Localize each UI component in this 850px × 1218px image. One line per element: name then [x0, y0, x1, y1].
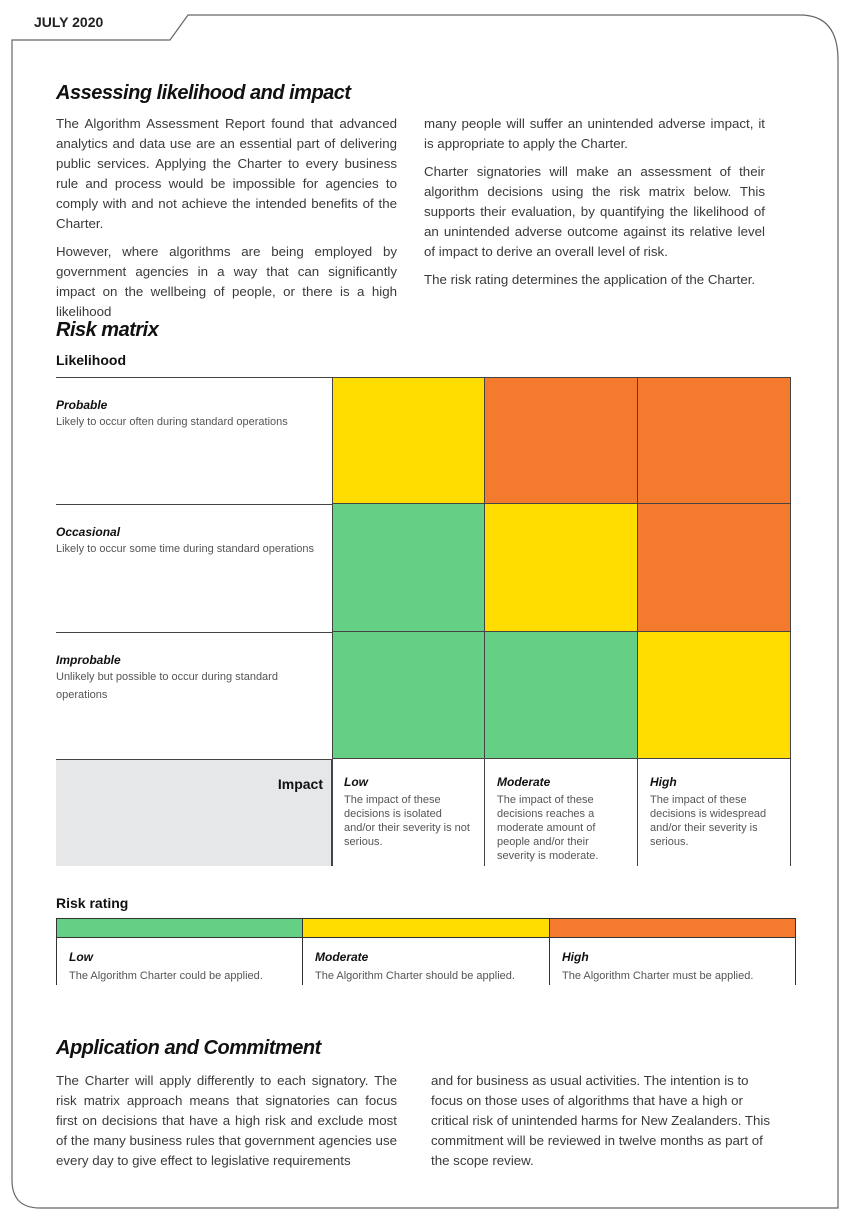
rating-desc: The Algorithm Charter must be applied. [562, 970, 754, 982]
rating-name: Moderate [315, 950, 369, 964]
row-name: Improbable [56, 653, 121, 667]
rating-name: High [562, 950, 589, 964]
paragraph: The Charter will apply differently to each signatory. The risk matrix approach means that signatories can focus first on decisions that have a high risk and exclude most of the many business rules that government agencies use every day to give effect to legislative requirements [56, 1073, 397, 1168]
impact-col-high [638, 759, 791, 866]
rating-color-bar [57, 918, 302, 938]
rating-moderate [302, 918, 550, 985]
row-label-occasional [56, 504, 332, 632]
paragraph: However, where algorithms are being employed by government agencies in a way that can significantly impact on the wellbeing of people, or there is a high likelihood [56, 244, 397, 319]
rating-high [549, 918, 796, 985]
matrix-cell-low [332, 632, 485, 759]
rating-low [56, 918, 303, 985]
header-date: JULY 2020 [34, 14, 104, 30]
col-desc: The impact of these decisions is isolated and/or their severity is not serious. [344, 794, 470, 848]
col-name: Moderate [497, 775, 551, 789]
col-desc: The impact of these decisions is widespread and/or their severity is serious. [650, 794, 767, 848]
rating-color-bar [550, 918, 795, 938]
likelihood-label: Likelihood [56, 352, 126, 368]
row-label-improbable [56, 632, 332, 759]
impact-label: Impact [277, 776, 323, 792]
section-title-application: Application and Commitment [56, 1037, 321, 1059]
impact-header-cell [56, 759, 332, 866]
matrix-cell-high [485, 377, 638, 504]
matrix-cell-high [638, 504, 791, 632]
matrix-cell-moderate [332, 377, 485, 504]
matrix-cell-low [332, 504, 485, 632]
section-title-risk-matrix: Risk matrix [56, 319, 159, 341]
impact-col-moderate [485, 759, 638, 866]
impact-col-low [332, 759, 485, 866]
paragraph: The Algorithm Assessment Report found that advanced analytics and data use are an essential part of delivering public services. Applying the Charter to every business rule and process would be impossible for agencies to comply with and not achieve the intended benefits of the Charter. [56, 116, 397, 231]
row-label-probable [56, 377, 332, 504]
section3-left-column [56, 1071, 397, 1179]
row-desc: Likely to occur some time during standard operations [56, 543, 315, 555]
divider [332, 759, 333, 866]
row-desc: Likely to occur often during standard operations [56, 416, 288, 428]
matrix-cell-low [485, 632, 638, 759]
rating-color-bar [303, 918, 549, 938]
rating-desc: The Algorithm Charter could be applied. [69, 970, 263, 982]
paragraph: Charter signatories will make an assessment of their algorithm decisions using the risk matrix below. This supports their evaluation, by quantifying the likelihood of an unintended adverse outcome against its relative level of impact to derive an overall level of risk. [424, 164, 765, 259]
matrix-cell-moderate [485, 504, 638, 632]
col-name: High [650, 775, 677, 789]
matrix-cell-moderate [638, 632, 791, 759]
row-name: Probable [56, 398, 108, 412]
paragraph: many people will suffer an unintended adverse impact, it is appropriate to apply the Charter. [424, 116, 765, 151]
row-desc: Unlikely but possible to occur during standard operations [56, 671, 278, 701]
section3-right-column [431, 1071, 772, 1179]
paragraph: The risk rating determines the application of the Charter. [424, 272, 756, 287]
rating-name: Low [69, 950, 93, 964]
rating-desc: The Algorithm Charter should be applied. [315, 970, 515, 982]
section-title-assessing: Assessing likelihood and impact [56, 82, 351, 104]
matrix-cell-high [638, 377, 791, 504]
section1-right-column [424, 114, 765, 298]
risk-rating-label: Risk rating [56, 895, 129, 911]
col-desc: The impact of these decisions reaches a moderate amount of people and/or their severity is moderate. [497, 794, 599, 862]
col-name: Low [344, 775, 368, 789]
row-name: Occasional [56, 525, 121, 539]
paragraph: and for business as usual activities. The intention is to focus on those uses of algorithms that have a high or critical risk of unintended harms for New Zealanders. This commitment will be reviewed in twelve months as part of the scope review. [431, 1073, 770, 1168]
section1-left-column [56, 114, 397, 330]
